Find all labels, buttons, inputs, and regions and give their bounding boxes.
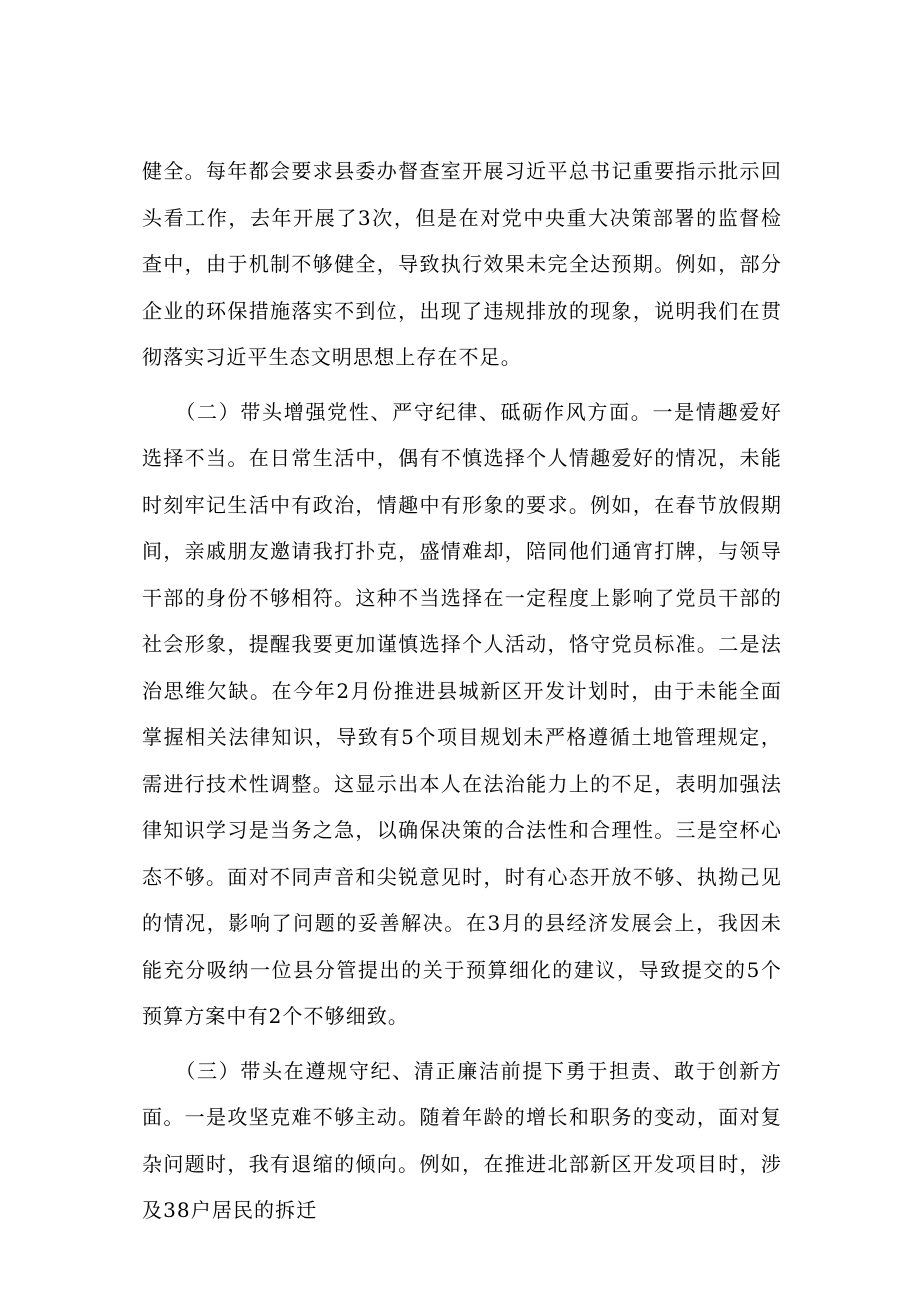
paragraph-3: （三）带头在遵规守纪、清正廉洁前提下勇于担责、敢于创新方面。一是攻坚克难不够主动。随着年龄的增长和职务的变动，面对复杂问题时，我有退缩的倾向。例如，在推进北部新区开发项目时，涉及38户居民的拆迁 (142, 1058, 782, 1222)
paragraph-2: （二）带头增强党性、严守纪律、砥砺作风方面。一是情趣爱好选择不当。在日常生活中，偶有不慎选择个人情趣爱好的情况，未能时刻牢记生活中有政治，情趣中有形象的要求。例如，在春节放假期间，亲戚朋友邀请我打扑克，盛情难却，陪同他们通宵打牌，与领导干部的身份不够相符。这种不当选择在一定程度上影响了党员干部的社会形象，提醒我要更加谨慎选择个人活动，恪守党员标准。二是法治思维欠缺。在今年2月份推进县城新区开发计划时，由于未能全面掌握相关法律知识，导致有5个项目规划未严格遵循土地管理规定，需进行技术性调整。这显示出本人在法治能力上的不足，表明加强法律知识学习是当务之急，以确保决策的合法性和合理性。三是空杯心态不够。面对不同声音和尖锐意见时，时有心态开放不够、执拗己见的情况，影响了问题的妥善解决。在3月的县经济发展会上，我因未能充分吸纳一位县分管提出的关于预算细化的建议，导致提交的5个预算方案中有2个不够细致。 (142, 399, 782, 1028)
paragraph-1: 健全。每年都会要求县委办督查室开展习近平总书记重要指示批示回头看工作，去年开展了3次，但是在对党中央重大决策部署的监督检查中，由于机制不够健全，导致执行效果未完全达预期。例如，部分企业的环保措施落实不到位，出现了违规排放的现象，说明我们在贯彻落实习近平生态文明思想上存在不足。 (142, 159, 782, 369)
document-body (142, 148, 782, 1234)
